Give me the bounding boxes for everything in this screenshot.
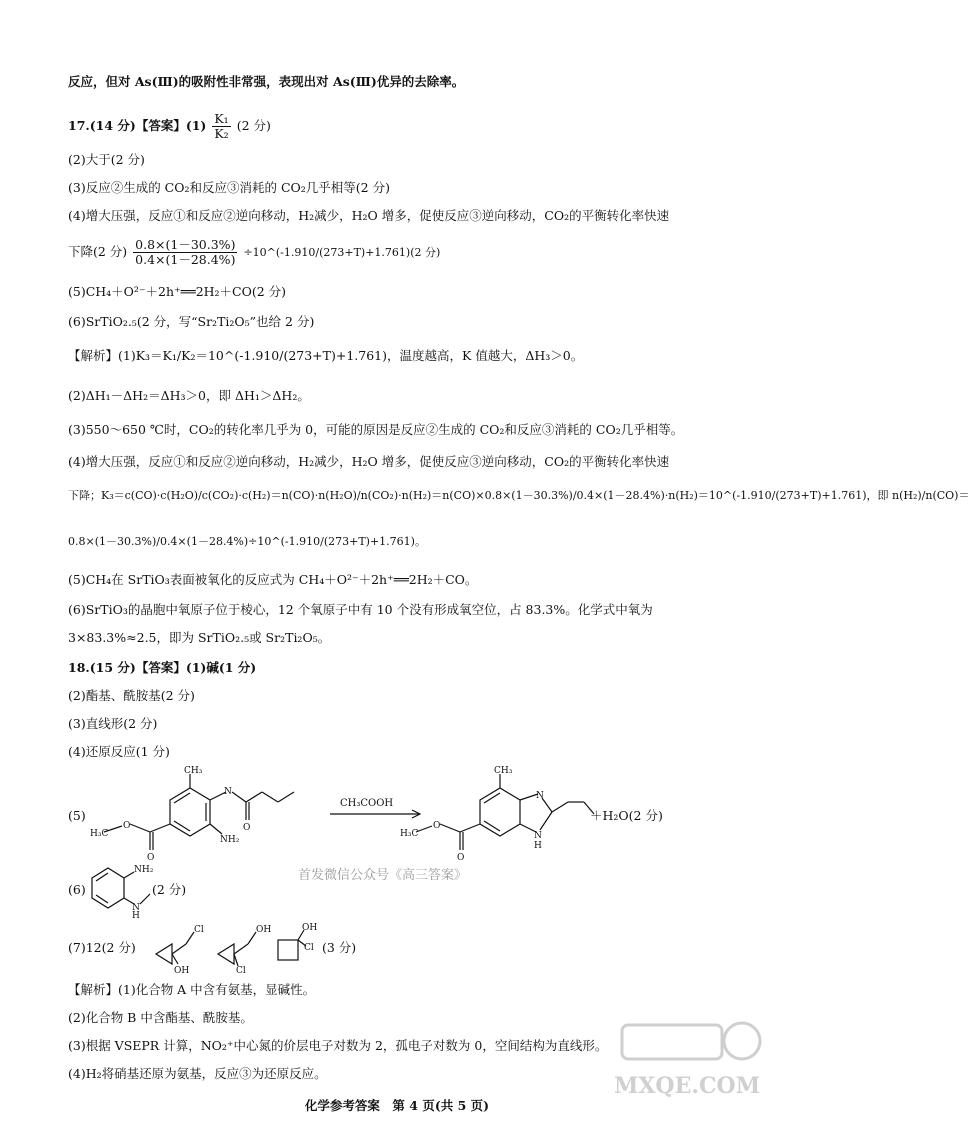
fraction-k1-k2 bbox=[212, 112, 230, 141]
site-watermark-logo bbox=[602, 1005, 772, 1105]
svg-text:H: H bbox=[534, 841, 542, 851]
q18-answer-4: (4)还原反应(1 分) bbox=[68, 744, 170, 759]
q18-analysis-2: (2)化合物 B 中含酯基、酰胺基。 bbox=[68, 1010, 253, 1025]
q18-answer-2: (2)酯基、酰胺基(2 分) bbox=[68, 688, 195, 703]
svg-text:N: N bbox=[132, 903, 140, 913]
svg-text:OH: OH bbox=[256, 925, 272, 935]
q17-head: 17.(14 分)【答案】(1) bbox=[68, 118, 207, 133]
svg-text:CH₃: CH₃ bbox=[494, 766, 513, 776]
svg-text:H: H bbox=[132, 911, 140, 921]
svg-text:Cl: Cl bbox=[304, 943, 314, 953]
q18-answer-7-label: (7)12(2 分) bbox=[68, 940, 136, 955]
q18-answer-1: 18.(15 分)【答案】(1)碱(1 分) bbox=[68, 660, 257, 675]
svg-text:N: N bbox=[224, 787, 232, 797]
q17-4b-exp: ÷10^(-1.910/(273+T)+1.761)(2 分) bbox=[243, 246, 441, 259]
q17-1-tail: (2 分) bbox=[236, 118, 271, 133]
frac-numerator: 0.8×(1－30.3%) bbox=[135, 237, 236, 252]
frac-denominator: 0.4×(1－28.4%) bbox=[135, 252, 236, 267]
q17-analysis-4a: (4)增大压强，反应①和反应②逆向移动，H₂减少，H₂O 增多，促使反应③逆向移动，CO₂的平衡转化率快速 bbox=[68, 454, 670, 469]
q18-analysis-3: (3)根据 VSEPR 计算，NO₂⁺中心氮的价层电子对数为 2，孤电子对数为 0，空间结构为直线形。 bbox=[68, 1038, 608, 1053]
q17-answer-2: (2)大于(2 分) bbox=[68, 152, 145, 167]
q18-analysis-4: (4)H₂将硝基还原为氨基，反应③为还原反应。 bbox=[68, 1066, 327, 1081]
q17-answer-6: (6)SrTiO₂.₅(2 分，写“Sr₂Ti₂O₅”也给 2 分) bbox=[68, 314, 315, 329]
q17-analysis-4b: 下降；K₃＝c(CO)·c(H₂O)/c(CO₂)·c(H₂)＝n(CO)·n(H₂O)/n(CO₂)·n(H₂)＝n(CO)×0.8×(1－30.3%)/0.4×(1－28.4%)·n(H₂)＝10^(-1.910/(273+T)+1.761)，即 n(H₂)/n(CO)＝ bbox=[68, 489, 969, 502]
q17-analysis-5: (5)CH₄在 SrTiO₃表面被氧化的反应式为 CH₄＋O²⁻＋2h⁺══2H₂＋CO。 bbox=[68, 572, 478, 587]
q18-answer-6-tail: (2 分) bbox=[152, 882, 187, 897]
text-line: 反应，但对 As(Ⅲ)的吸附性非常强，表现出对 As(Ⅲ)优异的去除率。 bbox=[68, 74, 465, 89]
watermark-text: 首发微信公众号《高三答案》 bbox=[298, 868, 468, 883]
q18-analysis-1: 【解析】(1)化合物 A 中含有氨基，显碱性。 bbox=[68, 982, 316, 997]
q17-answer-1 bbox=[68, 112, 754, 141]
svg-text:O: O bbox=[147, 853, 155, 863]
q17-analysis-3: (3)550～650 ℃时，CO₂的转化率几乎为 0，可能的原因是反应②生成的 CO₂和反应③消耗的 CO₂几乎相等。 bbox=[68, 422, 684, 437]
svg-text:O: O bbox=[433, 821, 441, 831]
q17-answer-3: (3)反应②生成的 CO₂和反应③消耗的 CO₂几乎相等(2 分) bbox=[68, 180, 390, 195]
q17-answer-4b bbox=[68, 238, 754, 267]
reaction-scheme bbox=[90, 766, 610, 870]
svg-text:O: O bbox=[243, 823, 251, 833]
stamp-text: MXQE.COM bbox=[614, 1073, 761, 1099]
structures-7 bbox=[152, 924, 342, 974]
svg-text:OH: OH bbox=[174, 966, 190, 976]
svg-text:Cl: Cl bbox=[236, 966, 246, 976]
q17-analysis-6a: (6)SrTiO₃的晶胞中氧原子位于棱心，12 个氧原子中有 10 个没有形成氧空位，占 83.3%。化学式中氧为 bbox=[68, 602, 653, 617]
q18-answer-5-label: (5) bbox=[68, 808, 86, 823]
q17-answer-5: (5)CH₄＋O²⁻＋2h⁺══2H₂＋CO(2 分) bbox=[68, 284, 287, 299]
svg-text:O: O bbox=[457, 853, 465, 863]
q17-answer-4a: (4)增大压强，反应①和反应②逆向移动，H₂减少，H₂O 增多，促使反应③逆向移动，CO₂的平衡转化率快速 bbox=[68, 208, 670, 223]
frac-numerator: K₁ bbox=[214, 111, 229, 126]
svg-text:OH: OH bbox=[302, 923, 318, 933]
svg-text:CH₃: CH₃ bbox=[184, 766, 203, 776]
frac-denominator: K₂ bbox=[214, 126, 229, 141]
svg-text:NH₂: NH₂ bbox=[220, 835, 240, 845]
q17-analysis-6b: 3×83.3%≈2.5，即为 SrTiO₂.₅或 Sr₂Ti₂O₅。 bbox=[68, 630, 331, 645]
svg-text:H₃C: H₃C bbox=[90, 829, 109, 839]
q17-analysis-1: 【解析】(1)K₃＝K₁/K₂＝10^(-1.910/(273+T)+1.761)，温度越高，K 值越大，ΔH₃＞0。 bbox=[68, 348, 584, 363]
svg-text:H₃C: H₃C bbox=[400, 829, 419, 839]
q18-answer-7-tail: (3 分) bbox=[322, 940, 357, 955]
svg-text:NH₂: NH₂ bbox=[134, 865, 154, 875]
q18-answer-5-tail: ＋H₂O(2 分) bbox=[590, 808, 663, 823]
q18-answer-6-label: (6) bbox=[68, 882, 86, 897]
page-footer: 化学参考答案 第 4 页(共 5 页) bbox=[304, 1098, 490, 1113]
reagent-label: CH₃COOH bbox=[340, 798, 394, 809]
svg-text:N: N bbox=[536, 791, 544, 801]
svg-text:Cl: Cl bbox=[194, 925, 204, 935]
q17-4b-pre: 下降(2 分) bbox=[68, 244, 128, 259]
q17-analysis-4c: 0.8×(1－30.3%)/0.4×(1－28.4%)÷10^(-1.910/(273+T)+1.761)。 bbox=[68, 535, 426, 548]
svg-text:O: O bbox=[123, 821, 131, 831]
q18-answer-3: (3)直线形(2 分) bbox=[68, 716, 158, 731]
q17-analysis-2: (2)ΔH₁－ΔH₂＝ΔH₃＞0，即 ΔH₁＞ΔH₂。 bbox=[68, 388, 310, 403]
svg-text:N: N bbox=[534, 831, 542, 841]
fraction-ratio bbox=[133, 238, 237, 267]
